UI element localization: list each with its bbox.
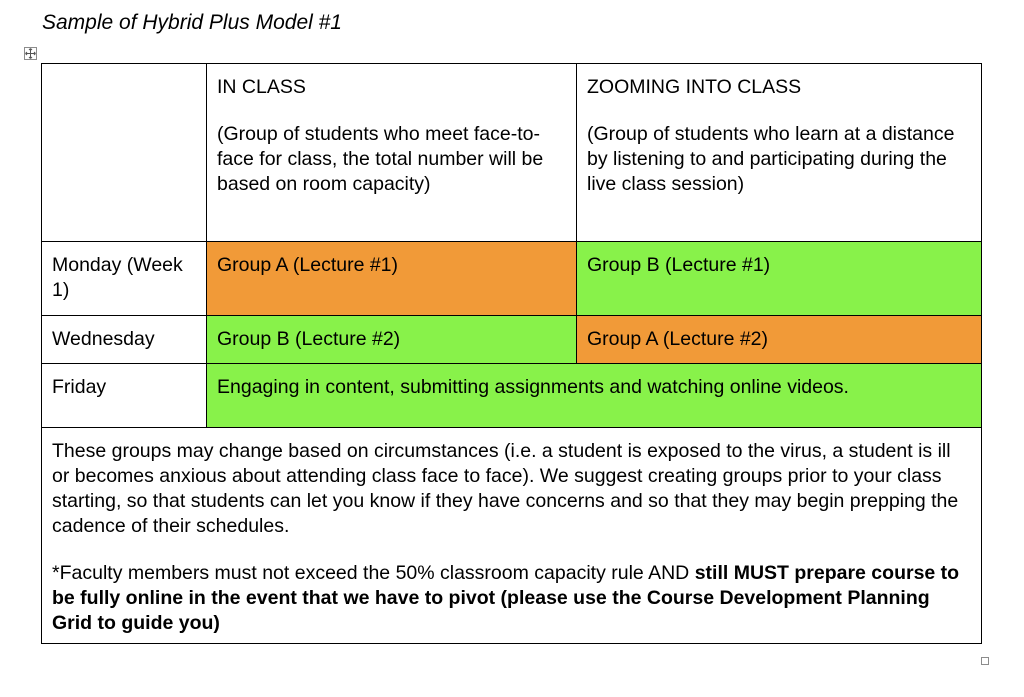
monday-zooming-cell: Group B (Lecture #1) xyxy=(577,242,982,316)
notes-cell xyxy=(42,428,982,644)
table-row-wednesday xyxy=(42,316,982,364)
empty-corner-cell xyxy=(42,64,207,242)
faculty-note-prefix: *Faculty members must not exceed the 50% classroom capacity rule AND xyxy=(52,562,695,584)
faculty-note-bold: still MUST prepare course to be fully online in the event that we have to pivot (please use the Course Development Planning Grid to guide you) xyxy=(52,562,960,634)
monday-in-class-cell: Group A (Lecture #1) xyxy=(207,242,577,316)
table-row-monday xyxy=(42,242,982,316)
wednesday-in-class-cell: Group B (Lecture #2) xyxy=(207,316,577,364)
friday-activity-cell: Engaging in content, submitting assignments and watching online videos. xyxy=(207,364,982,428)
in-class-description: (Group of students who meet face-to-face for class, the total number will be based on room capacity) xyxy=(217,123,544,195)
table-move-handle-icon[interactable] xyxy=(24,47,37,60)
table-header-row xyxy=(42,64,982,242)
zooming-label: ZOOMING INTO CLASS xyxy=(587,76,802,98)
circumstances-paragraph: These groups may change based on circumstances (i.e. a student is exposed to the virus, a student is ill or becomes anxious about attending class face to face). We suggest creating groups prior to your class starting, so that students can let you know if they have concerns and so that they may begin prepping the cadence of their schedules. xyxy=(52,440,959,537)
day-cell-wednesday: Wednesday xyxy=(42,316,207,364)
in-class-label: IN CLASS xyxy=(217,76,306,98)
table-resize-handle[interactable] xyxy=(981,657,989,665)
wednesday-zooming-cell: Group A (Lecture #2) xyxy=(577,316,982,364)
day-cell-monday: Monday (Week 1) xyxy=(42,242,207,316)
in-class-header-cell xyxy=(207,64,577,242)
day-cell-friday: Friday xyxy=(42,364,207,428)
faculty-note xyxy=(52,561,971,636)
document-title: Sample of Hybrid Plus Model #1 xyxy=(42,11,342,34)
hybrid-model-table xyxy=(41,63,982,644)
table-row-friday xyxy=(42,364,982,428)
table-notes-row xyxy=(42,428,982,644)
zooming-header-cell xyxy=(577,64,982,242)
zooming-description: (Group of students who learn at a distance by listening to and participating during the live class session) xyxy=(587,123,955,195)
